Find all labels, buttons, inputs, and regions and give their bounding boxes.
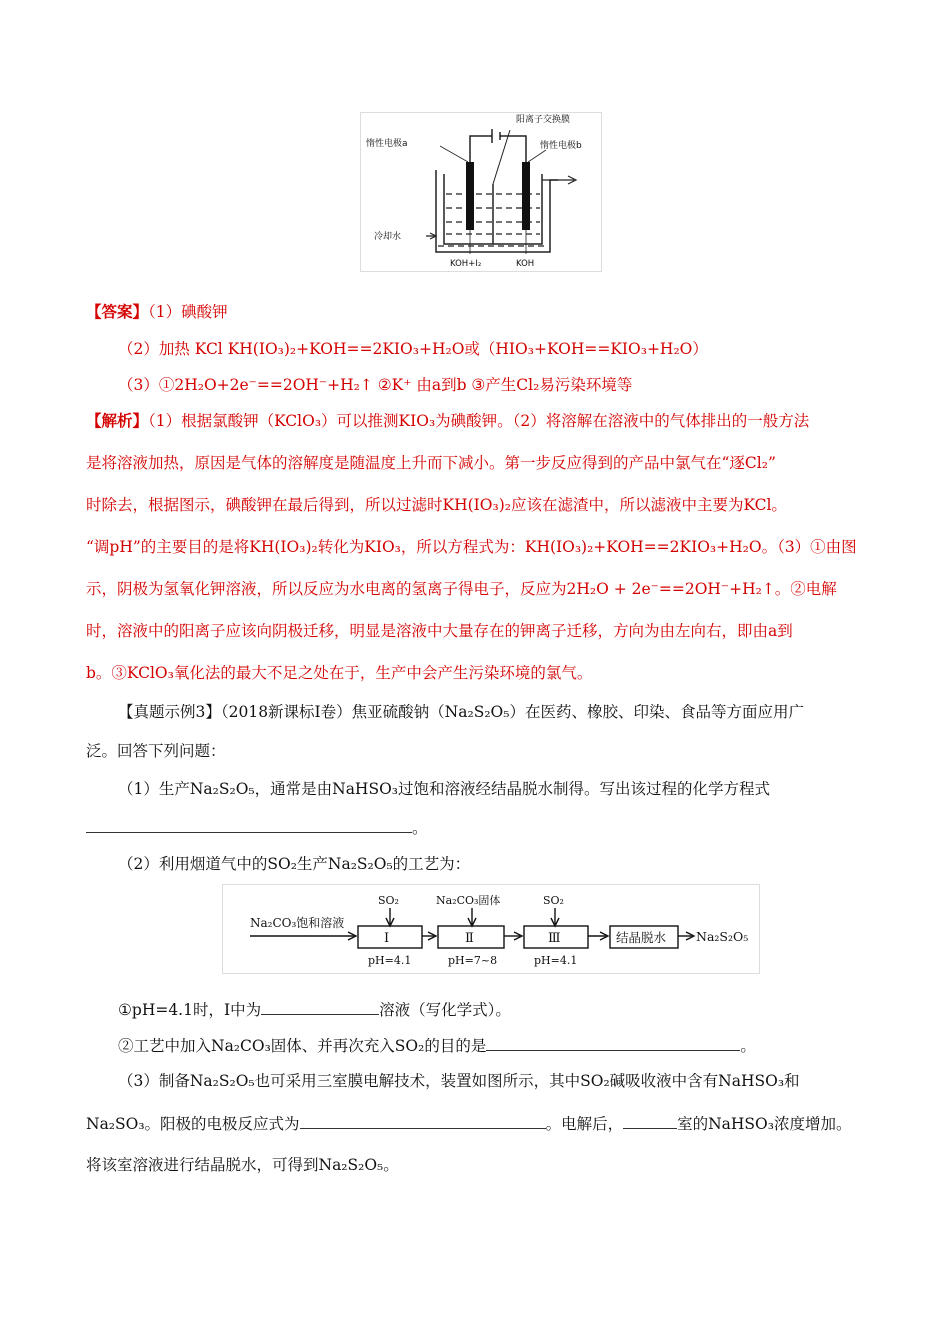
question-2-sub-2-text: ②工艺中加入Na₂CO₃固体、并再次充入SO₂的目的是 [118, 1037, 487, 1055]
question-3-line-3: 将该室溶液进行结晶脱水，可得到Na₂S₂O₅。 [86, 1156, 399, 1174]
left-solution-label: KOH+I₂ [450, 259, 482, 269]
analysis-line-4: “调pH”的主要目的是将KH(IO₃)₂转化为KIO₃，所以方程式为：KH(IO₃)₂+KOH==2KIO₃+H₂O。（3）①由图 [86, 538, 857, 556]
step-1-label: Ⅰ [384, 931, 390, 946]
answer-blank-4[interactable] [300, 1112, 546, 1129]
question-2-sub-2 [118, 1034, 756, 1057]
question-2-sub-2-tail: 。 [740, 1037, 756, 1055]
question-1-end: 。 [412, 819, 428, 837]
answer-line-3: （3）①2H₂O+2e⁻==2OH⁻+H₂↑ ②K⁺ 由a到b ③产生Cl₂易污染环境等 [118, 376, 633, 394]
feed-1-label: SO₂ [378, 894, 399, 907]
analysis-line-1 [86, 410, 809, 432]
question-2-sub-1 [118, 998, 511, 1021]
feed-3-label: SO₂ [543, 894, 564, 907]
analysis-line-2: 是将溶液加热，原因是气体的溶解度是随温度上升而下减小。第一步反应得到的产品中氯气在“逐Cl₂” [86, 454, 776, 472]
feed-2-label: Na₂CO₃固体 [436, 894, 501, 907]
analysis-text-1: （1）根据氯酸钾（KClO₃）可以推测KIO₃为碘酸钾。（2）将溶解在溶液中的气体排出的一般方法 [148, 412, 810, 430]
question-3-line-1: （3）制备Na₂S₂O₅也可采用三室膜电解技术，装置如图所示，其中SO₂碱吸收液中含有NaHSO₃和 [118, 1072, 800, 1090]
answer-text-1: （1）碘酸钾 [148, 303, 228, 321]
electrode-a-label: 惰性电极a [366, 139, 408, 149]
ph-2-label: pH=7~8 [448, 954, 498, 967]
step-2-label: Ⅱ [465, 931, 474, 946]
question-1: （1）生产Na₂S₂O₅，通常是由NaHSO₃过饱和溶液经结晶脱水制得。写出该过程的化学方程式 [118, 780, 770, 798]
answer-blank-5[interactable] [623, 1112, 677, 1129]
answer-line-1 [86, 301, 228, 323]
answer-tag: 【答案】 [86, 302, 149, 321]
input-solution-label: Na₂CO₃饱和溶液 [250, 916, 345, 930]
ph-3-label: pH=4.1 [534, 954, 578, 967]
answer-blank-2[interactable] [261, 998, 379, 1015]
example3-line-1: 【真题示例3】（2018新课标Ⅰ卷）焦亚硫酸钠（Na₂S₂O₅）在医药、橡胶、印染、食品等方面应用广 [118, 703, 804, 721]
analysis-line-5: 示，阴极为氢氧化钾溶液，所以反应为水电离的氢离子得电子，反应为2H₂O + 2e⁻==2OH⁻+H₂↑。②电解 [86, 580, 837, 598]
cooling-water-label: 冷却水 [374, 232, 402, 242]
analysis-line-7: b。③KClO₃氧化法的最大不足之处在于，生产中会产生污染环境的氯气。 [86, 664, 593, 682]
right-solution-label: KOH [516, 259, 535, 269]
membrane-label: 阳离子交换膜 [516, 115, 571, 125]
question-1-answer-line [86, 816, 428, 839]
answer-blank-3[interactable] [486, 1034, 740, 1051]
output-label: Na₂S₂O₅ [696, 929, 749, 944]
electrolysis-figure [360, 112, 602, 272]
example3-line-2: 泛。回答下列问题： [86, 742, 226, 760]
answer-line-2: （2）加热 KCl KH(IO₃)₂+KOH==2KIO₃+H₂O或（HIO₃+KOH==KIO₃+H₂O） [118, 340, 708, 358]
question-3-mid: 。电解后， [545, 1115, 624, 1133]
process-flow-figure [222, 884, 760, 974]
question-3-tail: 室的NaHSO₃浓度增加。 [677, 1115, 852, 1133]
answer-blank-1[interactable] [86, 816, 412, 833]
question-3-text: Na₂SO₃。阳极的电极反应式为 [86, 1115, 300, 1133]
analysis-tag: 【解析】 [86, 411, 149, 430]
ph-1-label: pH=4.1 [368, 954, 412, 967]
step-3-label: Ⅲ [548, 931, 561, 946]
electrode-b-label: 惰性电极b [540, 141, 582, 151]
question-2: （2）利用烟道气中的SO₂生产Na₂S₂O₅的工艺为： [118, 855, 471, 873]
analysis-line-3: 时除去，根据图示，碘酸钾在最后得到，所以过滤时KH(IO₃)₂应该在滤渣中，所以滤液中主要为KCl。 [86, 496, 787, 514]
analysis-line-6: 时，溶液中的阳离子应该向阴极迁移，明显是溶液中大量存在的钾离子迁移，方向为由左向右，即由a到 [86, 622, 793, 640]
step-4-label: 结晶脱水 [616, 930, 667, 945]
question-2-sub-1-tail: 溶液（写化学式）。 [379, 1001, 511, 1019]
question-2-sub-1-text: ①pH=4.1时，Ⅰ中为 [118, 1001, 262, 1019]
question-3-line-2 [86, 1112, 851, 1135]
